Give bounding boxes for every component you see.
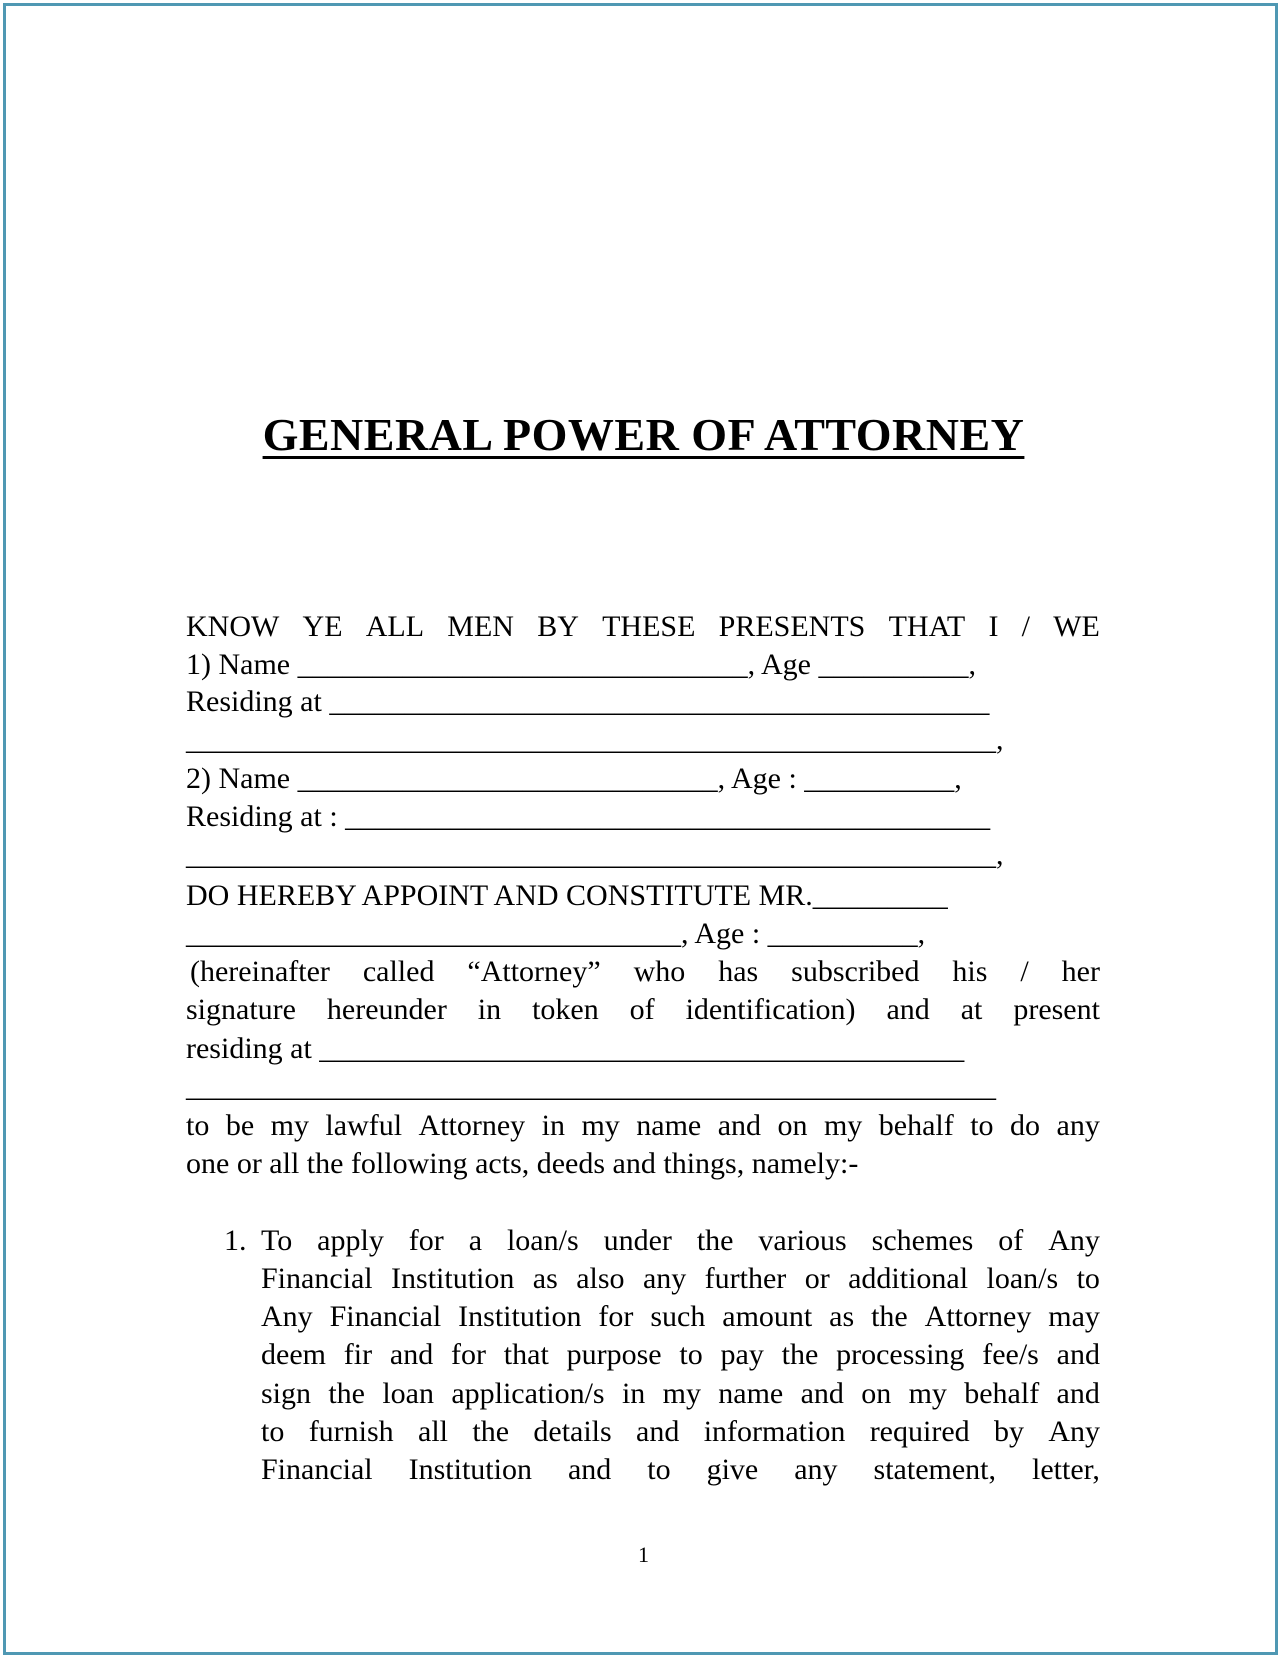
word: / [1020, 955, 1029, 988]
body-line: ______________________________________________________, [186, 723, 1004, 756]
word: any [642, 1262, 687, 1295]
word: as [532, 1262, 558, 1295]
word: and [717, 1109, 762, 1142]
word: statement, [873, 1453, 997, 1486]
word: my [270, 1109, 309, 1142]
word: be [225, 1109, 255, 1142]
word: to [186, 1109, 210, 1142]
word: his [952, 955, 988, 988]
word: my [823, 1109, 863, 1142]
word: and [389, 1338, 434, 1371]
word: application/s [451, 1377, 605, 1410]
word: YE [302, 610, 343, 643]
list-number: 1. [224, 1224, 247, 1257]
word: also [576, 1262, 625, 1295]
word: as [829, 1300, 855, 1333]
list-line [261, 1226, 1100, 1256]
word: ALL [365, 610, 425, 643]
word: details [533, 1415, 612, 1448]
word: and [1056, 1377, 1100, 1410]
word: Any [1048, 1415, 1100, 1448]
word: my [581, 1109, 620, 1142]
word: and [800, 1377, 844, 1410]
body-line: one or all the following acts, deeds and things, namely:- [186, 1147, 859, 1180]
body-line [186, 1111, 1100, 1141]
word: “Attorney” [467, 955, 601, 988]
word: behalf [964, 1377, 1040, 1410]
word: THESE [602, 610, 696, 643]
word: Institution [391, 1262, 515, 1295]
word: all [418, 1415, 449, 1448]
word: to [261, 1415, 285, 1448]
body-line: ______________________________________________________ [186, 1070, 996, 1103]
word: additional [848, 1262, 969, 1295]
word: WE [1053, 610, 1100, 643]
body-line [190, 957, 1100, 987]
word: any [794, 1453, 838, 1486]
word: to [679, 1338, 703, 1371]
word: for [451, 1338, 486, 1371]
word: do [1010, 1109, 1041, 1142]
word: and [567, 1453, 612, 1486]
word: fir [343, 1338, 373, 1371]
word: PRESENTS [718, 610, 866, 643]
word: to [647, 1453, 671, 1486]
word: that [503, 1338, 549, 1371]
word: loan [382, 1377, 434, 1410]
word: the [696, 1224, 734, 1257]
word: furnish [308, 1415, 394, 1448]
word: on [861, 1377, 892, 1410]
word: purpose [566, 1338, 662, 1371]
word: under [603, 1224, 672, 1257]
word: present [1013, 993, 1100, 1026]
list-line [261, 1340, 1100, 1370]
word: in [541, 1109, 565, 1142]
word: on [777, 1109, 808, 1142]
word: fee/s [982, 1338, 1039, 1371]
word: MEN [447, 610, 514, 643]
word: any [1056, 1109, 1100, 1142]
page-number: 1 [638, 1542, 649, 1567]
word: by [993, 1415, 1024, 1448]
word: amount [722, 1300, 813, 1333]
list-line [261, 1455, 1100, 1485]
list-line [261, 1264, 1100, 1294]
word: Financial [261, 1262, 373, 1295]
word: for [598, 1300, 634, 1333]
word: such [650, 1300, 706, 1333]
word: Institution [458, 1300, 582, 1333]
list-line [261, 1302, 1100, 1332]
word: Institution [408, 1453, 532, 1486]
word: schemes [871, 1224, 974, 1257]
word: lawful [325, 1109, 403, 1142]
body-line: Residing at : ___________________________________________ [186, 800, 991, 833]
word: has [718, 955, 759, 988]
word: for [408, 1224, 444, 1257]
body-line: DO HEREBY APPOINT AND CONSTITUTE MR._________ [186, 879, 948, 912]
word: various [758, 1224, 847, 1257]
word: the [781, 1338, 819, 1371]
word: BY [537, 610, 579, 643]
word: at [960, 993, 983, 1026]
word: I [988, 610, 999, 643]
word: to [970, 1109, 994, 1142]
document-title-text: GENERAL POWER OF ATTORNEY [262, 409, 1025, 460]
word: loan/s [986, 1262, 1059, 1295]
word: behalf [878, 1109, 954, 1142]
word: required [869, 1415, 970, 1448]
list-line [261, 1379, 1100, 1409]
word: information [703, 1415, 846, 1448]
word: token [532, 993, 599, 1026]
word: and [886, 993, 930, 1026]
body-line: _________________________________, Age : __________, [186, 917, 926, 950]
word: called [362, 955, 435, 988]
word: further [704, 1262, 787, 1295]
word: / [1021, 610, 1031, 643]
body-line: residing at ___________________________________________ [186, 1032, 965, 1065]
word: hereunder [326, 993, 447, 1026]
word: in [477, 993, 502, 1026]
word: pay [720, 1338, 764, 1371]
body-line: ______________________________________________________, [186, 838, 1004, 871]
word: Any [261, 1300, 313, 1333]
word: her [1061, 955, 1100, 988]
word: name [636, 1109, 702, 1142]
word: of [629, 993, 655, 1026]
document-title [0, 409, 1287, 460]
word: name [718, 1377, 784, 1410]
word: and [636, 1415, 680, 1448]
word: a [468, 1224, 483, 1257]
word: processing [836, 1338, 965, 1371]
word: THAT [888, 610, 966, 643]
word: may [1048, 1300, 1100, 1333]
word: Attorney [418, 1109, 526, 1142]
word: the [328, 1377, 365, 1410]
word: or [804, 1262, 830, 1295]
body-line: 2) Name ____________________________, Age : __________, [186, 762, 962, 795]
word: apply [317, 1224, 384, 1257]
word: Financial [261, 1453, 373, 1486]
word: my [662, 1377, 701, 1410]
word: and [1056, 1338, 1100, 1371]
word: my [908, 1377, 947, 1410]
word: the [472, 1415, 510, 1448]
word: sign [261, 1377, 312, 1410]
word: loan/s [506, 1224, 579, 1257]
word: give [706, 1453, 759, 1486]
word: Financial [329, 1300, 442, 1333]
word: letter, [1032, 1453, 1100, 1486]
word: (hereinafter [190, 955, 330, 988]
word: identification) [685, 993, 856, 1026]
word: To [261, 1224, 293, 1257]
word: deem [261, 1338, 326, 1371]
word: Attorney [924, 1300, 1032, 1333]
word: Any [1048, 1224, 1100, 1257]
word: signature [186, 993, 296, 1026]
word: KNOW [186, 610, 280, 643]
body-line: Residing at ____________________________________________ [186, 685, 990, 718]
word: the [871, 1300, 908, 1333]
word: subscribed [791, 955, 920, 988]
body-line [186, 612, 1100, 642]
word: who [633, 955, 686, 988]
word: of [998, 1224, 1024, 1257]
word: in [621, 1377, 646, 1410]
list-line [261, 1417, 1100, 1447]
body-line [186, 995, 1100, 1025]
body-line: 1) Name ______________________________, Age __________, [186, 648, 976, 681]
word: to [1076, 1262, 1100, 1295]
